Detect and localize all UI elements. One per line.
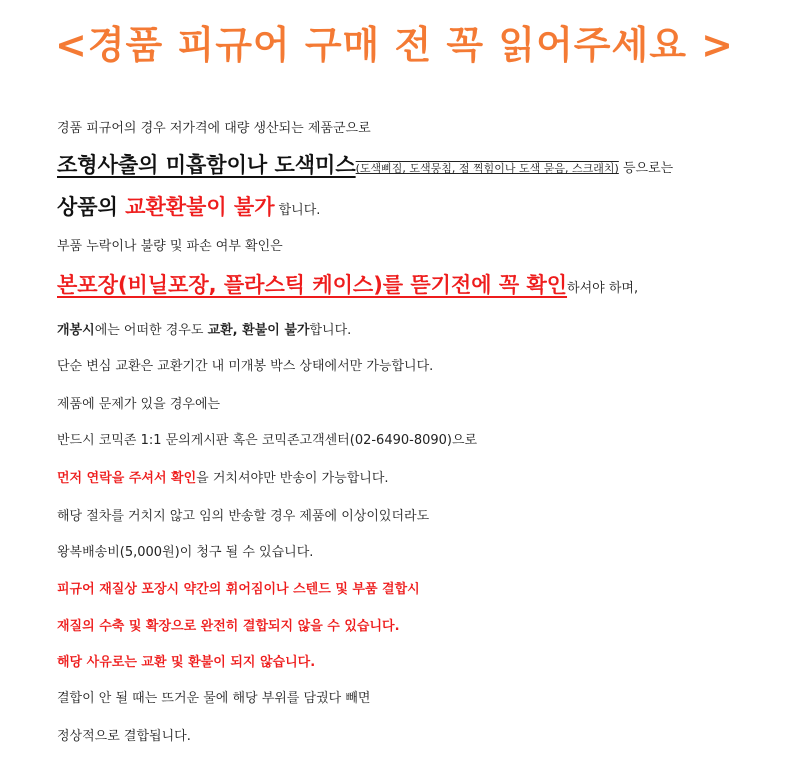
notice-line-5-tail: 하셔야 하며, [567, 281, 639, 296]
notice-line-10-tail: 을 거치셔야만 반송이 가능합니다. [196, 471, 389, 486]
notice-line-3 [57, 195, 321, 220]
defect-tail: 등으로는 [618, 161, 674, 176]
defect-heading: 조형사출의 미흡함이나 도색미스 [57, 153, 356, 177]
notice-line-12: 왕복배송비(5,000원)이 청구 될 수 있습니다. [57, 545, 314, 560]
contact-first-highlight: 먼저 연락을 주셔서 확인 [57, 471, 197, 486]
no-refund-highlight: 교환환불이 불가 [125, 195, 275, 219]
no-exchange-label: 교환, 환불이 불가 [207, 323, 310, 338]
defect-examples: (도색삐짐, 도색뭉침, 점 찍힘이나 도색 묻음, 스크래치) [355, 162, 619, 175]
notice-line-14: 재질의 수축 및 확장으로 완전히 결합되지 않을 수 있습니다. [57, 619, 400, 634]
product-label: 상품의 [57, 195, 126, 219]
notice-line-11: 해당 절차를 거치지 않고 임의 반송할 경우 제품에 이상이있더라도 [57, 509, 430, 524]
notice-line-8: 제품에 문제가 있을 경우에는 [57, 397, 221, 412]
page-title: <경품 피규어 구매 전 꼭 읽어주세요 > [55, 23, 734, 67]
notice-line-9: 반드시 코믹존 1:1 문의게시판 혹은 코믹존고객센터(02-6490-8090)으로 [57, 433, 478, 448]
notice-line-15: 해당 사유로는 교환 및 환불이 되지 않습니다. [57, 655, 316, 670]
notice-line-16: 결합이 안 될 때는 뜨거운 물에 해당 부위를 담궜다 빼면 [57, 691, 371, 706]
notice-line-6 [57, 322, 351, 340]
notice-line-7: 단순 변심 교환은 교환기간 내 미개봉 박스 상태에서만 가능합니다. [57, 359, 434, 374]
check-before-open-highlight: 본포장(비닐포장, 플라스틱 케이스)를 뜯기전에 꼭 확인 [57, 273, 568, 297]
notice-line-10 [57, 470, 389, 488]
notice-line-17: 정상적으로 결합됩니다. [57, 729, 191, 744]
opened-label: 개봉시 [57, 323, 95, 338]
notice-line-3-tail: 합니다. [274, 203, 321, 218]
notice-line-13: 피규어 재질상 포장시 약간의 휘어짐이나 스텐드 및 부품 결합시 [57, 582, 420, 597]
notice-line-5 [57, 273, 639, 298]
notice-line-1: 경품 피규어의 경우 저가격에 대량 생산되는 제품군으로 [57, 121, 371, 136]
notice-line-4: 부품 누락이나 불량 및 파손 여부 확인은 [57, 239, 283, 254]
notice-line-2 [57, 153, 674, 178]
notice-line-6-mid: 에는 어떠한 경우도 [94, 323, 208, 338]
notice-line-6-tail: 합니다. [309, 323, 352, 338]
